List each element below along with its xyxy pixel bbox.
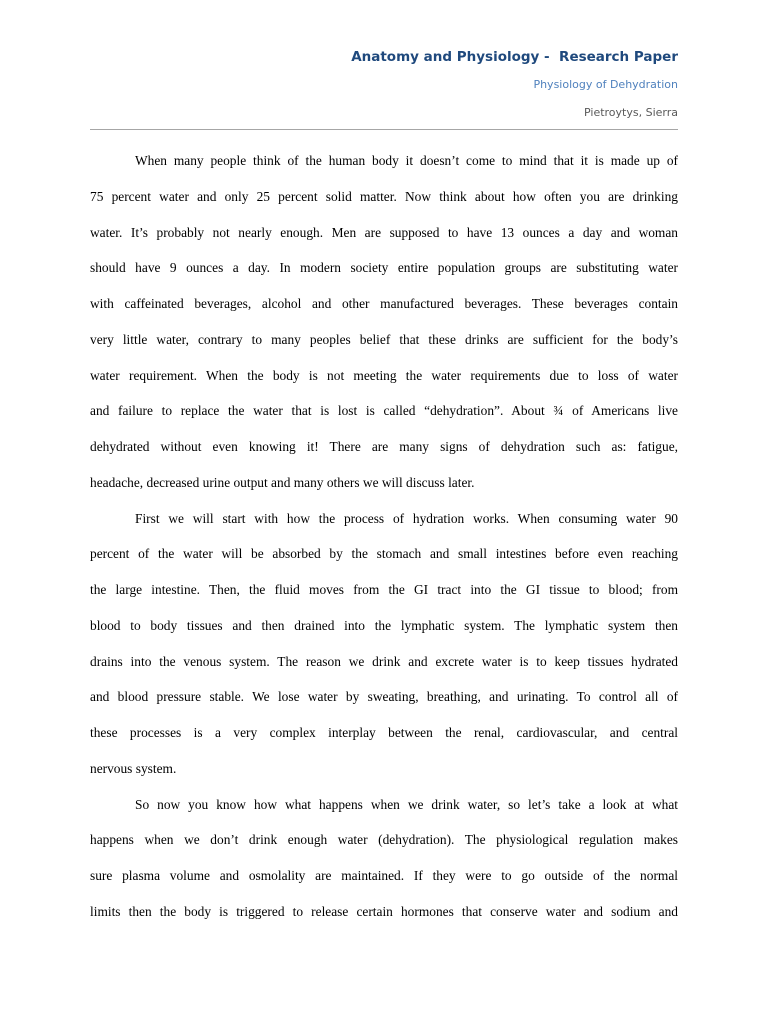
paragraph-line: sure plasma volume and osmolality are maintained. If they were to go outside of the normal [90,868,678,883]
paragraph-line: When many people think of the human body it doesn’t come to mind that it is made up of [135,153,678,168]
document-author: Pietroytys, Sierra [584,106,678,119]
paragraph-line: percent of the water will be absorbed by the stomach and small intestines before even reaching [90,546,678,562]
paragraph-line: First we will start with how the process of hydration works. When consuming water 90 [135,510,678,526]
paragraph [90,143,678,501]
paragraph-line: with caffeinated beverages, alcohol and other manufactured beverages. These beverages contain [90,296,678,311]
paragraph-line: and failure to replace the water that is lost is called “dehydration”. About ¾ of Americans live [90,403,678,419]
header-divider [90,129,678,130]
paragraph-line: very little water, contrary to many peoples belief that these drinks are sufficient for the body’s [90,331,678,347]
paragraph-line: happens when we don’t drink enough water (dehydration). The physiological regulation makes [90,832,678,848]
paragraph-line: 75 percent water and only 25 percent solid matter. Now think about how often you are drinking [90,188,678,204]
paragraph-line: dehydrated without even knowing it! There are many signs of dehydration such as: fatigue, [90,439,678,454]
paragraph [90,501,678,787]
paragraph-line: So now you know how what happens when we drink water, so let’s take a look at what [135,796,678,812]
paragraph-line: water requirement. When the body is not meeting the water requirements due to loss of water [90,367,678,383]
paragraph-line: these processes is a very complex interplay between the renal, cardiovascular, and central [90,725,678,740]
paragraph-line: drains into the venous system. The reason we drink and excrete water is to keep tissues hydrated [90,653,678,669]
paragraph-line: water. It’s probably not nearly enough. Men are supposed to have 13 ounces a day and woman [90,224,678,240]
document-subtitle: Physiology of Dehydration [533,78,678,91]
document-title: Anatomy and Physiology - Research Paper [351,49,678,65]
paragraph [90,787,678,930]
paragraph-line: nervous system. [90,760,177,776]
page-header [351,47,678,120]
paragraph-line: limits then the body is triggered to release certain hormones that conserve water and sodium and [90,903,678,919]
paragraph-line: should have 9 ounces a day. In modern society entire population groups are substituting water [90,260,678,276]
paragraph-line: and blood pressure stable. We lose water by sweating, breathing, and urinating. To control all of [90,689,678,705]
paragraph-line: headache, decreased urine output and many others we will discuss later. [90,474,475,490]
paragraph-line: the large intestine. Then, the fluid moves from the GI tract into the GI tissue to blood; from [90,582,678,597]
paragraph-line: blood to body tissues and then drained into the lymphatic system. The lymphatic system then [90,617,678,633]
body-text [90,143,678,930]
